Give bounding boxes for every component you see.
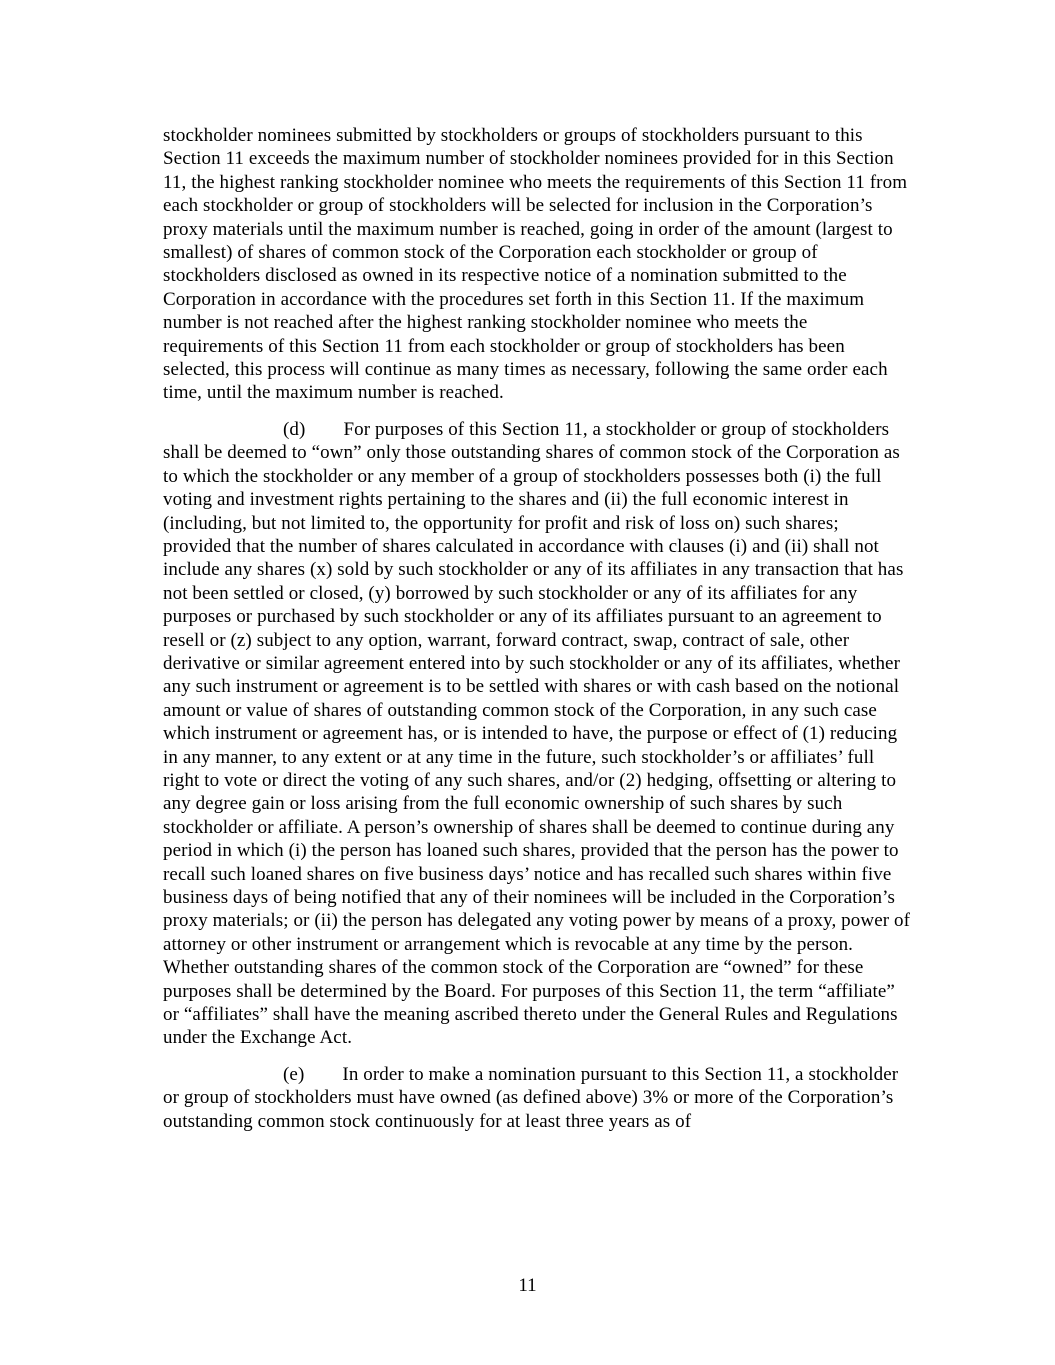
page-number: 11 — [518, 1275, 537, 1296]
paragraph-continuation — [163, 124, 911, 405]
paragraph-d-text: For purposes of this Section 11, a stockholder or group of stockholders shall be deemed to “own” only those outstanding shares of common stock of the Corporation as to which the stockholder or any member of a group of stockholders possesses both (i) the full voting and investment rights pertaining to the shares and (ii) the full economic interest in (including, but not limited to, the opportunity for profit and risk of loss on) such shares; provided that the number of shares calculated in accordance with clauses (i) and (ii) shall not include any shares (x) sold by such stockholder or any of its affiliates in any transaction that has not been settled or closed, (y) borrowed by such stockholder or any of its affiliates for any purposes or purchased by such stockholder or any of its affiliates pursuant to an agreement to resell or (z) subject to any option, warrant, forward contract, swap, contract of sale, other derivative or similar agreement entered into by such stockholder or any of its affiliates, whether any such instrument or agreement is to be settled with shares or with cash based on the notional amount or value of shares of outstanding common stock of the Corporation, in any such case which instrument or agreement has, or is intended to have, the purpose or effect of (1) reducing in any manner, to any extent or at any time in the future, such stockholder’s or affiliates’ full right to vote or direct the voting of any such shares, and/or (2) hedging, offsetting or altering to any degree gain or loss arising from the full economic ownership of such shares by such stockholder or affiliate. A person’s ownership of shares shall be deemed to continue during any period in which (i) the person has loaned such shares, provided that the person has the power to recall such loaned shares on five business days’ notice and has recalled such shares within five business days of being notified that any of their nominees will be included in the Corporation’s proxy materials; or (ii) the person has delegated any voting power by means of a proxy, power of attorney or other instrument or arrangement which is revocable at any time by the person. Whether outstanding shares of the common stock of the Corporation are “owned” for these purposes shall be determined by the Board. For purposes of this Section 11, the term “affiliate” or “affiliates” shall have the meaning ascribed thereto under the General Rules and Regulations under the Exchange Act. — [163, 418, 911, 1049]
paragraph-e-text: In order to make a nomination pursuant to this Section 11, a stockholder or group of stockholders must have owned (as defined above) 3% or more of the Corporation’s outstanding common stock continuously for at least three years as of — [163, 1063, 899, 1132]
paragraph-text: stockholder nominees submitted by stockholders or groups of stockholders pursuant to this Section 11 exceeds the maximum number of stockholder nominees provided for in this Section 11, the highest ranking stockholder nominee who meets the requirements of this Section 11 from each stockholder or group of stockholders will be selected for inclusion in the Corporation’s proxy materials until the maximum number is reached, going in order of the amount (largest to smallest) of shares of common stock of the Corporation each stockholder or group of stockholders disclosed as owned in its respective notice of a nomination submitted to the Corporation in accordance with the procedures set forth in this Section 11. If the maximum number is not reached after the highest ranking stockholder nominee who meets the requirements of this Section 11 from each stockholder or group of stockholders has been selected, this process will continue as many times as necessary, following the same order each time, until the maximum number is reached. — [163, 125, 908, 404]
document-text-block — [163, 124, 911, 1146]
paragraph-e — [163, 1063, 911, 1133]
paragraph-d — [163, 418, 911, 1050]
paragraph-e-label: (e) — [283, 1063, 305, 1085]
paragraph-d-label: (d) — [283, 418, 306, 440]
